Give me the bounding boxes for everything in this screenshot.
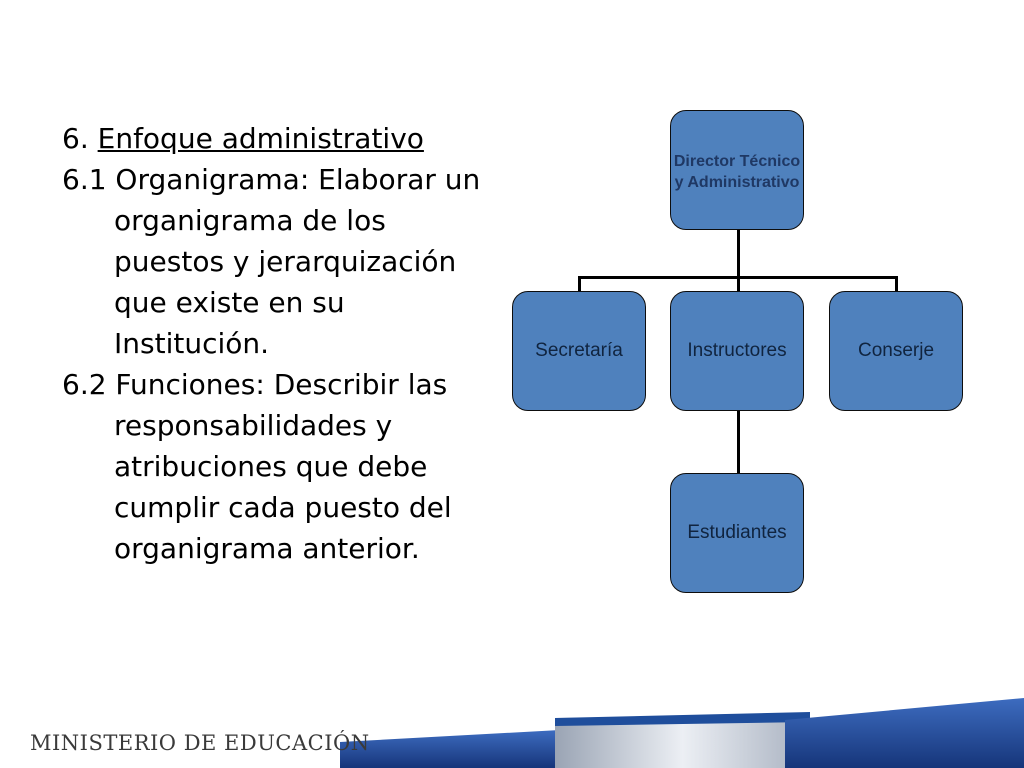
node-estudiantes — [670, 473, 804, 593]
node-secretaria-label: Secretaría — [535, 340, 623, 361]
item-organigrama: 6.1 Organigrama: Elaborar un organigrama de los puestos y jerarquización que existe en su Institución. — [62, 163, 481, 360]
node-instructores — [670, 291, 804, 411]
node-instructores-label: Instructores — [687, 340, 787, 361]
node-conserje-label: Conserje — [857, 340, 935, 361]
ministerio-logo: MINISTERIO DE EDUCACIÓN — [30, 731, 370, 755]
node-director — [670, 110, 804, 230]
heading-number: 6. — [62, 122, 89, 155]
footer-band-left — [340, 730, 560, 768]
item-funciones: 6.2 Funciones: Describir las responsabilidades y atribuciones que debe cumplir cada puesto del organigrama anterior. — [62, 368, 452, 565]
footer-band — [0, 690, 1024, 768]
connector-conserje — [895, 276, 898, 292]
footer-band-right — [785, 698, 1024, 768]
connector-estudiantes — [737, 411, 740, 473]
connector-secretaria — [578, 276, 581, 292]
node-secretaria — [512, 291, 646, 411]
node-conserje — [829, 291, 963, 411]
heading-title: Enfoque administrativo — [97, 122, 424, 155]
node-estudiantes-label: Estudiantes — [687, 522, 787, 543]
connector-root-down — [737, 230, 740, 278]
node-director-label: Director Técnico y Administrativo — [673, 153, 801, 191]
connector-instructores — [737, 276, 740, 292]
